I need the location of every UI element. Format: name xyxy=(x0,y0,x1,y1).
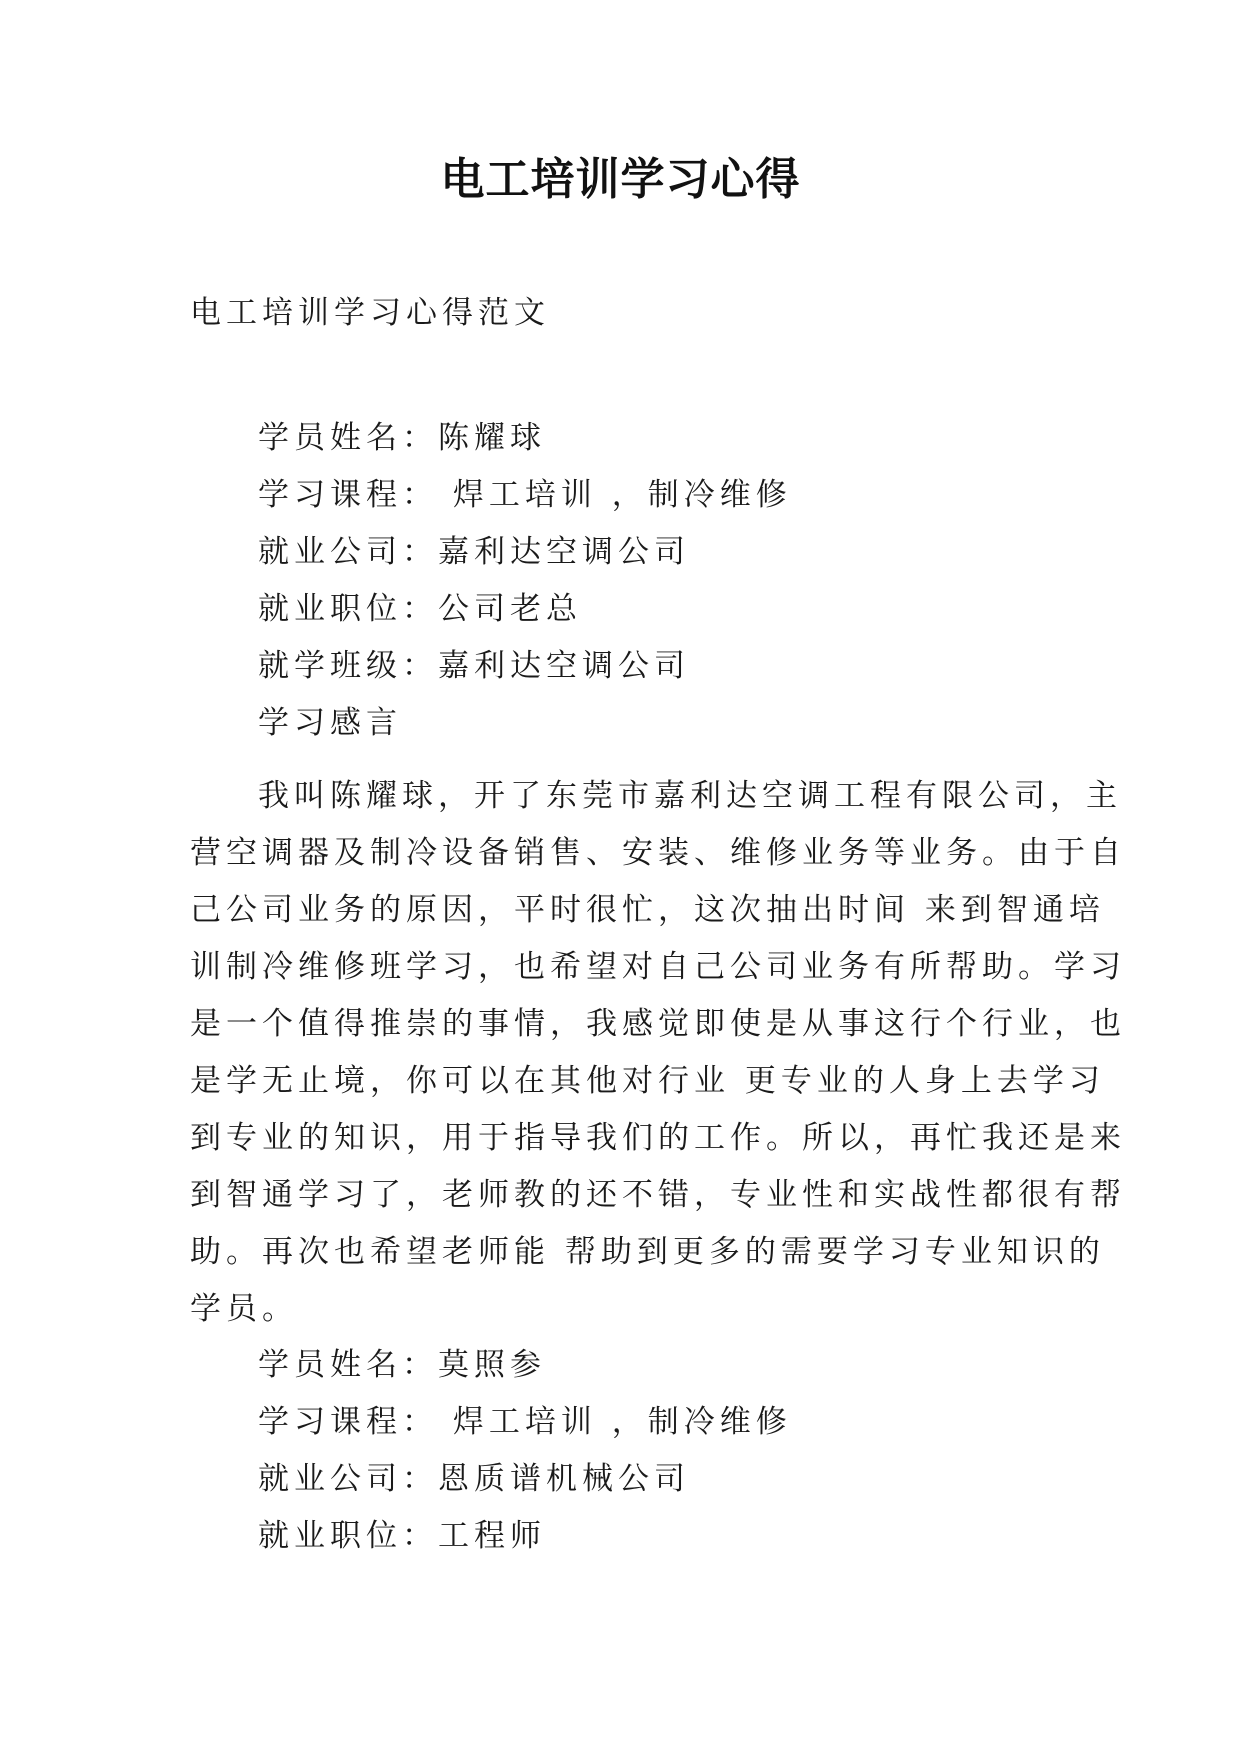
document-title: 电工培训学习心得 xyxy=(440,154,801,205)
student-name-line: 学员姓名：陈耀球 xyxy=(258,420,546,456)
essay-line: 是学无止境，你可以在其他对行业 更专业的人身上去学习 xyxy=(190,1063,1105,1099)
company-line: 就业公司：嘉利达空调公司 xyxy=(258,534,690,570)
class-line: 就学班级：嘉利达空调公司 xyxy=(258,648,690,684)
essay-line: 是一个值得推崇的事情，我感觉即使是从事这行个行业，也 xyxy=(190,1006,1126,1042)
student-info-block-1 xyxy=(258,410,1058,752)
student-info-block-2 xyxy=(258,1337,1058,1565)
essay-line: 我叫陈耀球，开了东莞市嘉利达空调工程有限公司，主 xyxy=(258,778,1122,814)
impressions-heading: 学习感言 xyxy=(258,705,402,741)
essay-line: 营空调器及制冷设备销售、安装、维修业务等业务。由于自 xyxy=(190,835,1126,871)
essay-paragraph xyxy=(190,768,1126,1338)
essay-line: 己公司业务的原因，平时很忙，这次抽出时间 来到智通培 xyxy=(190,892,1105,928)
document-subtitle: 电工培训学习心得范文 xyxy=(190,295,550,331)
course-line: 学习课程： 焊工培训 ，制冷维修 xyxy=(258,1404,792,1440)
essay-line: 训制冷维修班学习，也希望对自己公司业务有所帮助。学习 xyxy=(190,949,1126,985)
essay-line: 助。再次也希望老师能 帮助到更多的需要学习专业知识的 xyxy=(190,1234,1105,1270)
essay-line: 到智通学习了，老师教的还不错，专业性和实战性都很有帮 xyxy=(190,1177,1126,1213)
job-position-line: 就业职位：工程师 xyxy=(258,1518,546,1554)
company-line: 就业公司：恩质谱机械公司 xyxy=(258,1461,690,1497)
student-name-line: 学员姓名：莫照参 xyxy=(258,1347,546,1383)
job-position-line: 就业职位：公司老总 xyxy=(258,591,582,627)
course-line: 学习课程： 焊工培训 ，制冷维修 xyxy=(258,477,792,513)
essay-line: 学员。 xyxy=(190,1291,298,1327)
essay-line: 到专业的知识，用于指导我们的工作。所以，再忙我还是来 xyxy=(190,1120,1126,1156)
